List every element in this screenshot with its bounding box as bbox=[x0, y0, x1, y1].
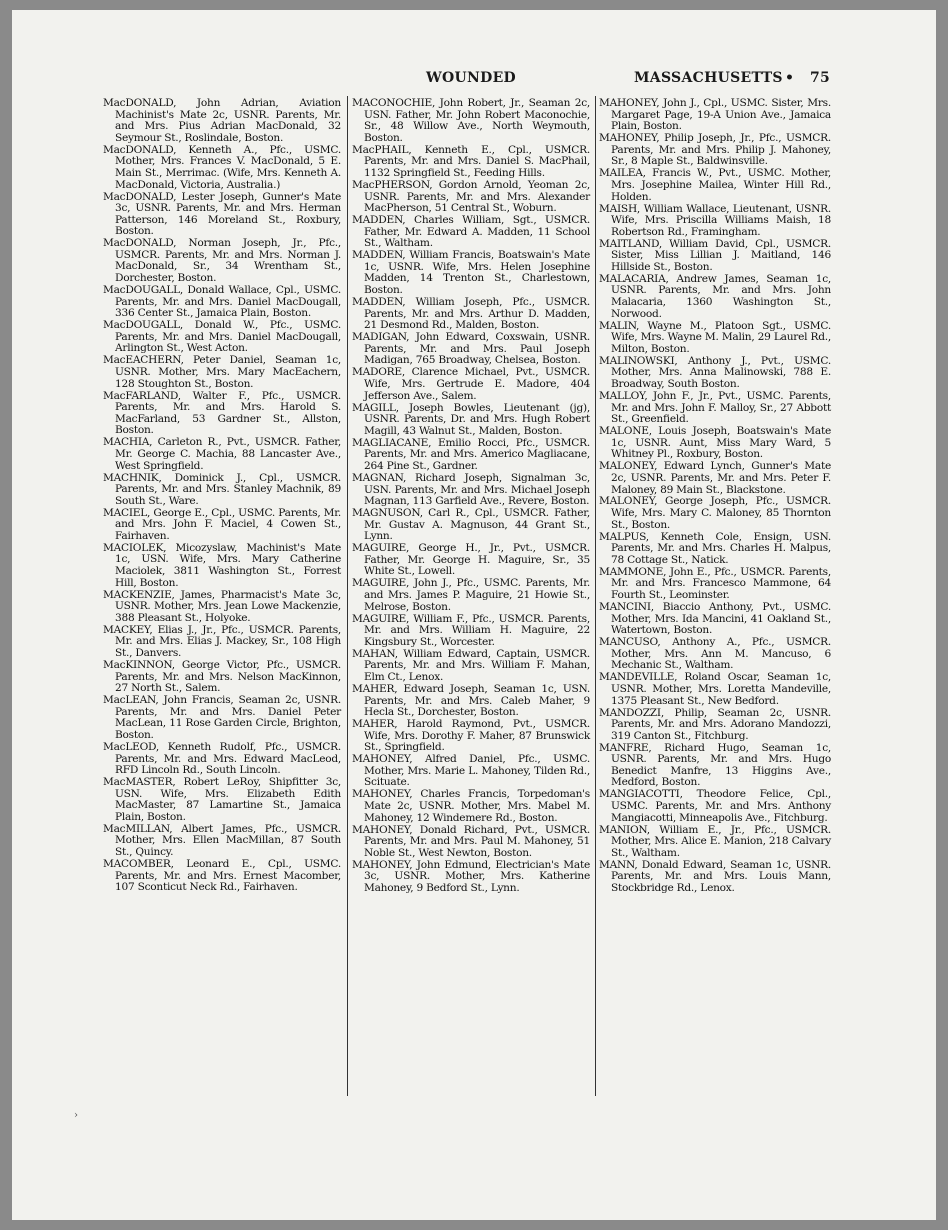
casualty-entry: MACIOLEK, Micozyslaw, Machinist's Mate 1c, USN. Wife, Mrs. Mary Catherine Maciolek, 3811 Washington St., Forrest Hill, Boston. bbox=[103, 541, 341, 589]
casualty-entry: MAHONEY, Alfred Daniel, Pfc., USMC. Mother, Mrs. Marie L. Mahoney, Tilden Rd., Scituate. bbox=[352, 753, 590, 789]
casualty-entry: MACOMBER, Leonard E., Cpl., USMC. Parents, Mr. and Mrs. Ernest Macomber, 107 Sconticut Neck Rd., Fairhaven. bbox=[103, 858, 341, 894]
casualty-entry: MADIGAN, John Edward, Coxswain, USNR. Parents, Mr. and Mrs. Paul Joseph Madigan, 765 Broadway, Chelsea, Boston. bbox=[352, 331, 590, 367]
casualty-entry: MAGNUSON, Carl R., Cpl., USMCR. Father, Mr. Gustav A. Magnuson, 44 Grant St., Lynn. bbox=[352, 507, 590, 543]
casualty-entry: MANDEVILLE, Roland Oscar, Seaman 1c, USNR. Mother, Mrs. Loretta Mandeville, 1375 Pleasant St., New Bedford. bbox=[599, 671, 831, 707]
casualty-entry: MALINOWSKI, Anthony J., Pvt., USMC. Mother, Mrs. Anna Malinowski, 788 E. Broadway, South Boston. bbox=[599, 354, 831, 390]
casualty-entry: MAGUIRE, George H., Jr., Pvt., USMCR. Father, Mr. George H. Maguire, Sr., 35 White St., Lowell. bbox=[352, 542, 590, 578]
casualty-entry: MALIN, Wayne M., Platoon Sgt., USMC. Wife, Mrs. Wayne M. Malin, 29 Laurel Rd., Milton, Boston. bbox=[599, 319, 831, 355]
casualty-entry: MAHONEY, Charles Francis, Torpedoman's Mate 2c, USNR. Mother, Mrs. Mabel M. Mahoney, 12 Windemere Rd., Boston. bbox=[352, 788, 590, 824]
casualty-entry: MAHONEY, John J., Cpl., USMC. Sister, Mrs. Margaret Page, 19-A Union Ave., Jamaica Plain, Boston. bbox=[599, 97, 831, 133]
casualty-entry: MAHONEY, John Edmund, Electrician's Mate 3c, USNR. Mother, Mrs. Katherine Mahoney, 9 Bedford St., Lynn. bbox=[352, 858, 590, 894]
casualty-entry: MAILEA, Francis W., Pvt., USMC. Mother, Mrs. Josephine Mailea, Winter Hill Rd., Holden. bbox=[599, 167, 831, 203]
casualty-entry: MAGUIRE, William F., Pfc., USMCR. Parents, Mr. and Mrs. William H. Maguire, 22 Kingsbury St., Worcester. bbox=[352, 612, 590, 648]
casualty-entry: MacPHERSON, Gordon Arnold, Yeoman 2c, USNR. Parents, Mr. and Mrs. Alexander MacPherson, 51 Central St., Woburn. bbox=[352, 178, 590, 215]
column-1 bbox=[103, 98, 341, 894]
casualty-entry: MacDONALD, Norman Joseph, Jr., Pfc., USMCR. Parents, Mr. and Mrs. Norman J. MacDonald, Sr., 34 Wrentham St., Dorchester, Boston. bbox=[103, 237, 341, 285]
casualty-entry: MADORE, Clarence Michael, Pvt., USMCR. Wife, Mrs. Gertrude E. Madore, 404 Jefferson Ave., Salem. bbox=[352, 366, 590, 402]
casualty-entry: MADDEN, William Francis, Boatswain's Mate 1c, USNR. Wife, Mrs. Helen Josephine Madden, 14 Trenton St., Charlestown, Boston. bbox=[352, 249, 590, 297]
casualty-entry: MacEACHERN, Peter Daniel, Seaman 1c, USNR. Mother, Mrs. Mary MacEachern, 128 Stoughton St., Boston. bbox=[103, 354, 341, 390]
column-divider bbox=[595, 96, 596, 1096]
page-header bbox=[12, 70, 936, 90]
casualty-entry: MacDONALD, Kenneth A., Pfc., USMC. Mother, Mrs. Frances V. MacDonald, 5 E. Main St., Merrimac. (Wife, Mrs. Kenneth A. MacDonald, Victoria, Australia.) bbox=[103, 143, 341, 191]
header-bullet: • bbox=[785, 70, 795, 86]
page-number: 75 bbox=[810, 70, 831, 86]
casualty-entry: MALPUS, Kenneth Cole, Ensign, USN. Parents, Mr. and Mrs. Charles H. Malpus, 78 Cottage St., Natick. bbox=[599, 530, 831, 566]
casualty-entry: MANION, William E., Jr., Pfc., USMCR. Mother, Mrs. Alice E. Manion, 218 Calvary St., Waltham. bbox=[599, 823, 831, 859]
casualty-entry: MacDONALD, John Adrian, Aviation Machinist's Mate 2c, USNR. Parents, Mr. and Mrs. Pius Adrian MacDonald, 32 Seymour St., Roslindale, Boston. bbox=[103, 97, 341, 144]
casualty-entry: MACKENZIE, James, Pharmacist's Mate 3c, USNR. Mother, Mrs. Jean Lowe Mackenzie, 388 Pleasant St., Holyoke. bbox=[103, 588, 341, 624]
casualty-entry: MacMILLAN, Albert James, Pfc., USMCR. Mother, Mrs. Ellen MacMillan, 87 South St., Quincy. bbox=[103, 822, 341, 859]
casualty-entry: MANCUSO, Anthony A., Pfc., USMCR. Mother, Mrs. Ann M. Mancuso, 6 Mechanic St., Waltham. bbox=[599, 636, 831, 672]
casualty-entry: MAHER, Harold Raymond, Pvt., USMCR. Wife, Mrs. Dorothy F. Maher, 87 Brunswick St., Springfield. bbox=[352, 718, 590, 754]
casualty-entry: MACHNIK, Dominick J., Cpl., USMCR. Parents, Mr. and Mrs. Stanley Machnik, 89 South St., Ware. bbox=[103, 471, 341, 507]
casualty-entry: MacMASTER, Robert LeRoy, Shipfitter 3c, USN. Wife, Mrs. Elizabeth Edith MacMaster, 87 Lamartine St., Jamaica Plain, Boston. bbox=[103, 776, 341, 823]
casualty-entry: MAGILL, Joseph Bowles, Lieutenant (jg), USNR. Parents, Dr. and Mrs. Hugh Robert Magill, 43 Walnut St., Malden, Boston. bbox=[352, 401, 590, 437]
casualty-entry: MAHAN, William Edward, Captain, USMCR. Parents, Mr. and Mrs. William F. Mahan, Elm Ct., Lenox. bbox=[352, 647, 590, 683]
casualty-entry: MANFRE, Richard Hugo, Seaman 1c, USNR. Parents, Mr. and Mrs. Hugo Benedict Manfre, 13 Higgins Ave., Medford, Boston. bbox=[599, 741, 831, 789]
casualty-entry: MANCINI, Biaccio Anthony, Pvt., USMC. Mother, Mrs. Ida Mancini, 41 Oakland St., Watertown, Boston. bbox=[599, 601, 831, 637]
column-2 bbox=[352, 98, 590, 895]
casualty-entry: MAMMONE, John E., Pfc., USMCR. Parents, Mr. and Mrs. Francesco Mammone, 64 Fourth St., Leominster. bbox=[599, 565, 831, 602]
casualty-entry: MACONOCHIE, John Robert, Jr., Seaman 2c, USN. Father, Mr. John Robert Maconochie, Sr., 48 Willow Ave., North Weymouth, Boston. bbox=[352, 97, 590, 144]
casualty-entry: MacLEOD, Kenneth Rudolf, Pfc., USMCR. Parents, Mr. and Mrs. Edward MacLeod, RFD Lincoln Rd., South Lincoln. bbox=[103, 740, 341, 777]
casualty-entry: MALACARIA, Andrew James, Seaman 1c, USNR. Parents, Mr. and Mrs. John Malacaria, 1360 Washington St., Norwood. bbox=[599, 272, 831, 320]
column-3 bbox=[599, 98, 831, 895]
casualty-entry: MACKEY, Elias J., Jr., Pfc., USMCR. Parents, Mr. and Mrs. Elias J. Mackey, Sr., 108 High St., Danvers. bbox=[103, 623, 341, 659]
casualty-entry: MADDEN, Charles William, Sgt., USMCR. Father, Mr. Edward A. Madden, 11 School St., Waltham. bbox=[352, 214, 590, 250]
casualty-entry: MACHIA, Carleton R., Pvt., USMCR. Father, Mr. George C. Machia, 88 Lancaster Ave., West Springfield. bbox=[103, 436, 341, 472]
casualty-entry: MacDOUGALL, Donald W., Pfc., USMC. Parents, Mr. and Mrs. Daniel MacDougall, Arlington St., West Acton. bbox=[103, 319, 341, 355]
casualty-entry: MANGIACOTTI, Theodore Felice, Cpl., USMC. Parents, Mr. and Mrs. Anthony Mangiacotti, Minneapolis Ave., Fitchburg. bbox=[599, 788, 831, 824]
casualty-entry: MALONEY, Edward Lynch, Gunner's Mate 2c, USNR. Parents, Mr. and Mrs. Peter F. Maloney, 89 Main St., Blackstone. bbox=[599, 460, 831, 496]
casualty-entry: MANN, Donald Edward, Seaman 1c, USNR. Parents, Mr. and Mrs. Louis Mann, Stockbridge Rd., Lenox. bbox=[599, 858, 831, 894]
casualty-entry: MALLOY, John F., Jr., Pvt., USMC. Parents, Mr. and Mrs. John F. Malloy, Sr., 27 Abbott St., Greenfield. bbox=[599, 389, 831, 426]
casualty-entry: MAHONEY, Donald Richard, Pvt., USMCR. Parents, Mr. and Mrs. Paul M. Mahoney, 51 Noble St., West Newton, Boston. bbox=[352, 823, 590, 859]
column-divider bbox=[347, 96, 348, 1096]
section-title: WOUNDED bbox=[426, 70, 516, 86]
casualty-entry: MacDONALD, Lester Joseph, Gunner's Mate 3c, USNR. Parents, Mr. and Mrs. Herman Patterson, 146 Moreland St., Roxbury, Boston. bbox=[103, 190, 341, 238]
margin-mark: › bbox=[74, 1110, 78, 1121]
casualty-entry: MADDEN, William Joseph, Pfc., USMCR. Parents, Mr. and Mrs. Arthur D. Madden, 21 Desmond Rd., Malden, Boston. bbox=[352, 296, 590, 332]
casualty-entry: MacDOUGALL, Donald Wallace, Cpl., USMC. Parents, Mr. and Mrs. Daniel MacDougall, 336 Center St., Jamaica Plain, Boston. bbox=[103, 284, 341, 320]
casualty-entry: MAHER, Edward Joseph, Seaman 1c, USN. Parents, Mr. and Mrs. Caleb Maher, 9 Hecla St., Dorchester, Boston. bbox=[352, 682, 590, 719]
casualty-entry: MAGUIRE, John J., Pfc., USMC. Parents, Mr. and Mrs. James P. Maguire, 21 Howie St., Melrose, Boston. bbox=[352, 577, 590, 613]
casualty-entry: MacLEAN, John Francis, Seaman 2c, USNR. Parents, Mr. and Mrs. Daniel Peter MacLean, 11 Rose Garden Circle, Brighton, Boston. bbox=[103, 694, 341, 741]
casualty-entry: MALONE, Louis Joseph, Boatswain's Mate 1c, USNR. Aunt, Miss Mary Ward, 5 Whitney Pl., Roxbury, Boston. bbox=[599, 425, 831, 461]
casualty-entry: MACIEL, George E., Cpl., USMC. Parents, Mr. and Mrs. John F. Maciel, 4 Cowen St., Fairhaven. bbox=[103, 506, 341, 542]
casualty-entry: MAGNAN, Richard Joseph, Signalman 3c, USN. Parents, Mr. and Mrs. Michael Joseph Magnan, 113 Garfield Ave., Revere, Boston. bbox=[352, 471, 590, 508]
casualty-entry: MALONEY, George Joseph, Pfc., USMCR. Wife, Mrs. Mary C. Maloney, 85 Thornton St., Boston. bbox=[599, 495, 831, 531]
casualty-entry: MacKINNON, George Victor, Pfc., USMCR. Parents, Mr. and Mrs. Nelson MacKinnon, 27 North St., Salem. bbox=[103, 658, 341, 695]
casualty-entry: MacFARLAND, Walter F., Pfc., USMCR. Parents, Mr. and Mrs. Harold S. MacFarland, 53 Gardner St., Allston, Boston. bbox=[103, 389, 341, 437]
casualty-entry: MAISH, William Wallace, Lieutenant, USNR. Wife, Mrs. Priscilla Williams Maish, 18 Robertson Rd., Framingham. bbox=[599, 202, 831, 238]
casualty-entry: MANDOZZI, Philip, Seaman 2c, USNR. Parents, Mr. and Mrs. Adorano Mandozzi, 319 Canton St., Fitchburg. bbox=[599, 706, 831, 742]
casualty-entry: MacPHAIL, Kenneth E., Cpl., USMCR. Parents, Mr. and Mrs. Daniel S. MacPhail, 1132 Springfield St., Feeding Hills. bbox=[352, 143, 590, 179]
document-page bbox=[12, 10, 936, 1220]
state-title: MASSACHUSETTS bbox=[634, 70, 783, 86]
casualty-entry: MAITLAND, William David, Cpl., USMCR. Sister, Miss Lillian J. Maitland, 146 Hillside St., Boston. bbox=[599, 237, 831, 273]
casualty-entry: MAGLIACANE, Emilio Rocci, Pfc., USMCR. Parents, Mr. and Mrs. Americo Magliacane, 264 Pine St., Gardner. bbox=[352, 436, 590, 472]
casualty-entry: MAHONEY, Philip Joseph, Jr., Pfc., USMCR. Parents, Mr. and Mrs. Philip J. Mahoney, Sr., 8 Maple St., Baldwinsville. bbox=[599, 132, 831, 168]
